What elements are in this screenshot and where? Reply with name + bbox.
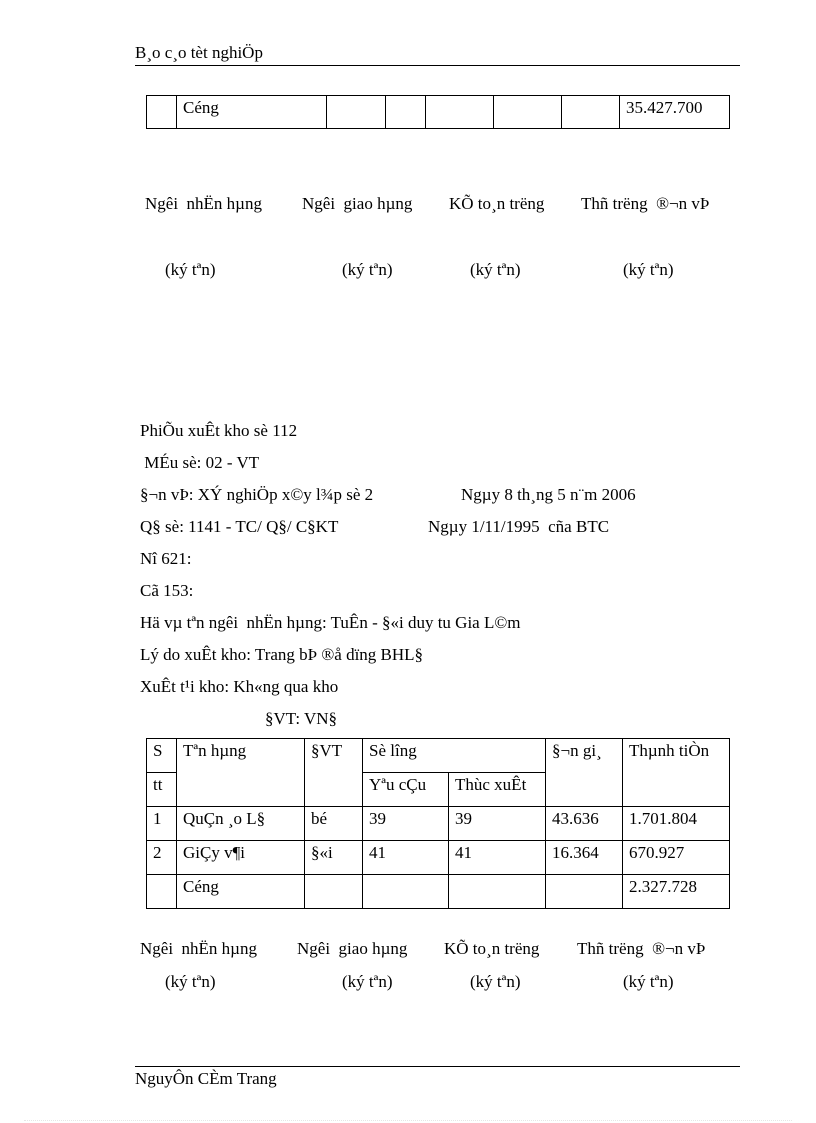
total-cell-empty bbox=[449, 875, 546, 909]
total-cell-empty bbox=[546, 875, 623, 909]
slip-form-number: MÉu sè: 02 - VT bbox=[140, 453, 260, 472]
top-total-label: Céng bbox=[177, 96, 327, 129]
total-cell-empty bbox=[147, 875, 177, 909]
row-unit: bé bbox=[305, 807, 363, 841]
slip-reason: Lý do xuÊt kho: Trang bÞ ®å dïng BHL§ bbox=[140, 645, 424, 664]
table-row bbox=[147, 841, 730, 875]
header-amount: Thµnh tiÒn bbox=[623, 739, 730, 807]
row-stt: 2 bbox=[147, 841, 177, 875]
signature-title-receiver: Ngêi nhËn hµng bbox=[140, 939, 257, 958]
header-rule bbox=[135, 65, 740, 66]
page-footer-author: NguyÔn CÈm Trang bbox=[135, 1069, 277, 1088]
top-cell-empty bbox=[386, 96, 426, 129]
slip-receiver: Hä vµ tªn ngêi nhËn hµng: TuÊn - §«i duy tu Gia L©m bbox=[140, 613, 521, 632]
row-qty-requested: 41 bbox=[363, 841, 449, 875]
signature-note: (ký tªn) bbox=[342, 260, 393, 279]
signature-note: (ký tªn) bbox=[165, 260, 216, 279]
table-total-row bbox=[147, 875, 730, 909]
signature-title-accountant: KÕ to¸n trëng bbox=[449, 194, 545, 213]
slip-unit: §¬n vÞ: XÝ nghiÖp x©y l¾p sè 2 bbox=[140, 485, 374, 504]
signature-title-deliverer: Ngêi giao hµng bbox=[302, 194, 413, 213]
signature-title-director: Thñ trëng ®¬n vÞ bbox=[581, 194, 710, 213]
header-qty-requested: Yªu cÇu bbox=[363, 773, 449, 807]
top-cell-empty bbox=[562, 96, 620, 129]
header-unit-price: §¬n gi¸ bbox=[546, 739, 623, 807]
slip-currency-unit: §VT: VN§ bbox=[265, 709, 338, 728]
row-unit-price: 43.636 bbox=[546, 807, 623, 841]
slip-decision-date: Ngµy 1/11/1995 cña BTC bbox=[428, 517, 610, 536]
slip-title: PhiÕu xuÊt kho sè 112 bbox=[140, 421, 298, 440]
signature-note: (ký tªn) bbox=[342, 972, 393, 991]
top-total-amount: 35.427.700 bbox=[620, 96, 730, 129]
signature-title-deliverer: Ngêi giao hµng bbox=[297, 939, 408, 958]
top-total-table bbox=[146, 95, 730, 129]
row-item-name: GiÇy v¶i bbox=[177, 841, 305, 875]
signature-note: (ký tªn) bbox=[470, 260, 521, 279]
signature-note: (ký tªn) bbox=[623, 972, 674, 991]
header-item-name: Tªn hµng bbox=[177, 739, 305, 807]
row-amount: 1.701.804 bbox=[623, 807, 730, 841]
top-cell-empty bbox=[147, 96, 177, 129]
slip-date: Ngµy 8 th¸ng 5 n¨m 2006 bbox=[461, 485, 636, 504]
slip-credit-account: Cã 153: bbox=[140, 581, 194, 600]
slip-debit-account: Nî 621: bbox=[140, 549, 192, 568]
slip-decision: Q§ sè: 1141 - TC/ Q§/ C§KT bbox=[140, 517, 339, 536]
row-unit-price: 16.364 bbox=[546, 841, 623, 875]
footer-rule bbox=[135, 1066, 740, 1067]
top-cell-empty bbox=[426, 96, 494, 129]
header-qty-actual: Thùc xuÊt bbox=[449, 773, 546, 807]
page-header-title: B¸o c¸o tèt nghiÖp bbox=[135, 43, 263, 62]
signature-title-director: Thñ trëng ®¬n vÞ bbox=[577, 939, 706, 958]
issue-items-table bbox=[146, 738, 730, 909]
signature-note: (ký tªn) bbox=[165, 972, 216, 991]
signature-note: (ký tªn) bbox=[623, 260, 674, 279]
signature-note: (ký tªn) bbox=[470, 972, 521, 991]
header-quantity: Sè lîng bbox=[363, 739, 546, 773]
table-row bbox=[147, 807, 730, 841]
signature-title-receiver: Ngêi nhËn hµng bbox=[145, 194, 262, 213]
row-qty-actual: 41 bbox=[449, 841, 546, 875]
total-label: Céng bbox=[177, 875, 305, 909]
header-unit: §VT bbox=[305, 739, 363, 807]
top-cell-empty bbox=[327, 96, 386, 129]
row-item-name: QuÇn ¸o L§ bbox=[177, 807, 305, 841]
row-unit: §«i bbox=[305, 841, 363, 875]
page-bottom-edge bbox=[24, 1120, 792, 1121]
total-cell-empty bbox=[305, 875, 363, 909]
top-cell-empty bbox=[494, 96, 562, 129]
total-cell-empty bbox=[363, 875, 449, 909]
header-stt: S bbox=[147, 739, 177, 773]
row-stt: 1 bbox=[147, 807, 177, 841]
header-stt-cont: tt bbox=[147, 773, 177, 807]
row-amount: 670.927 bbox=[623, 841, 730, 875]
row-qty-requested: 39 bbox=[363, 807, 449, 841]
slip-warehouse: XuÊt t¹i kho: Kh«ng qua kho bbox=[140, 677, 339, 696]
signature-title-accountant: KÕ to¸n trëng bbox=[444, 939, 540, 958]
total-amount: 2.327.728 bbox=[623, 875, 730, 909]
row-qty-actual: 39 bbox=[449, 807, 546, 841]
